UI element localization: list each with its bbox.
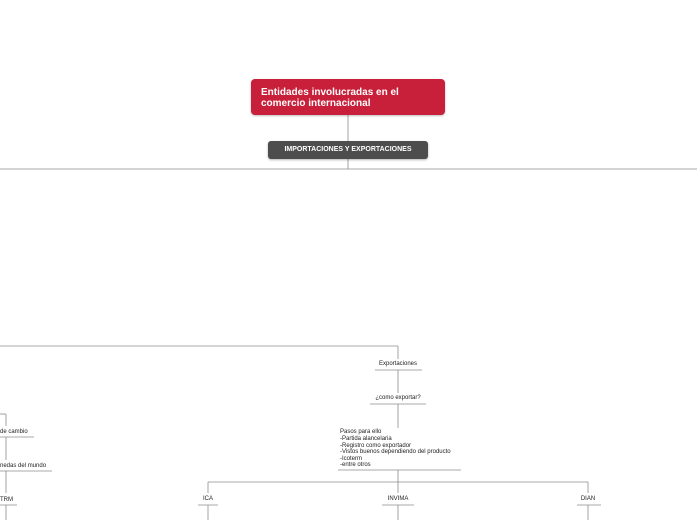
pasos-title: Pasos para ello: [340, 429, 382, 435]
topic-label: INVIMA: [387, 496, 409, 502]
pasos-item: -Vistos buenos dependiendo del producto: [340, 449, 451, 455]
topic-label: TRM: [0, 497, 13, 503]
central-topic-title: Entidades involucradas en el comercio internacional: [261, 87, 399, 109]
main-topic-label: IMPORTACIONES Y EXPORTACIONES: [284, 146, 412, 153]
main-topic[interactable]: [268, 141, 428, 159]
topic-label: de cambio: [0, 429, 28, 435]
pasos-item: -Partida alancelaria: [340, 436, 392, 442]
pasos-item: -entre otros: [340, 462, 371, 468]
topic-label: ¿como exportar?: [375, 395, 421, 401]
central-topic[interactable]: [251, 79, 445, 115]
topic-label: ICA: [202, 496, 213, 502]
topic-como-exportar[interactable]: [362, 394, 434, 402]
topic-pasos[interactable]: [340, 428, 462, 469]
topic-monedas-del-mundo[interactable]: [0, 462, 46, 470]
topic-exportaciones[interactable]: [368, 360, 428, 368]
topic-label: nedas del mundo: [0, 463, 47, 469]
topic-dian[interactable]: [573, 495, 603, 503]
topic-tasa-de-cambio[interactable]: [0, 428, 28, 436]
pasos-list: [340, 436, 462, 469]
topic-ica[interactable]: [193, 495, 223, 503]
topic-invima[interactable]: [378, 495, 418, 503]
topic-trm[interactable]: [0, 496, 13, 504]
topic-label: DIAN: [580, 496, 596, 502]
pasos-item: -Registro como exportador: [340, 442, 412, 449]
pasos-item: -Icoterm: [340, 455, 363, 462]
topic-label: Exportaciones: [378, 361, 418, 367]
